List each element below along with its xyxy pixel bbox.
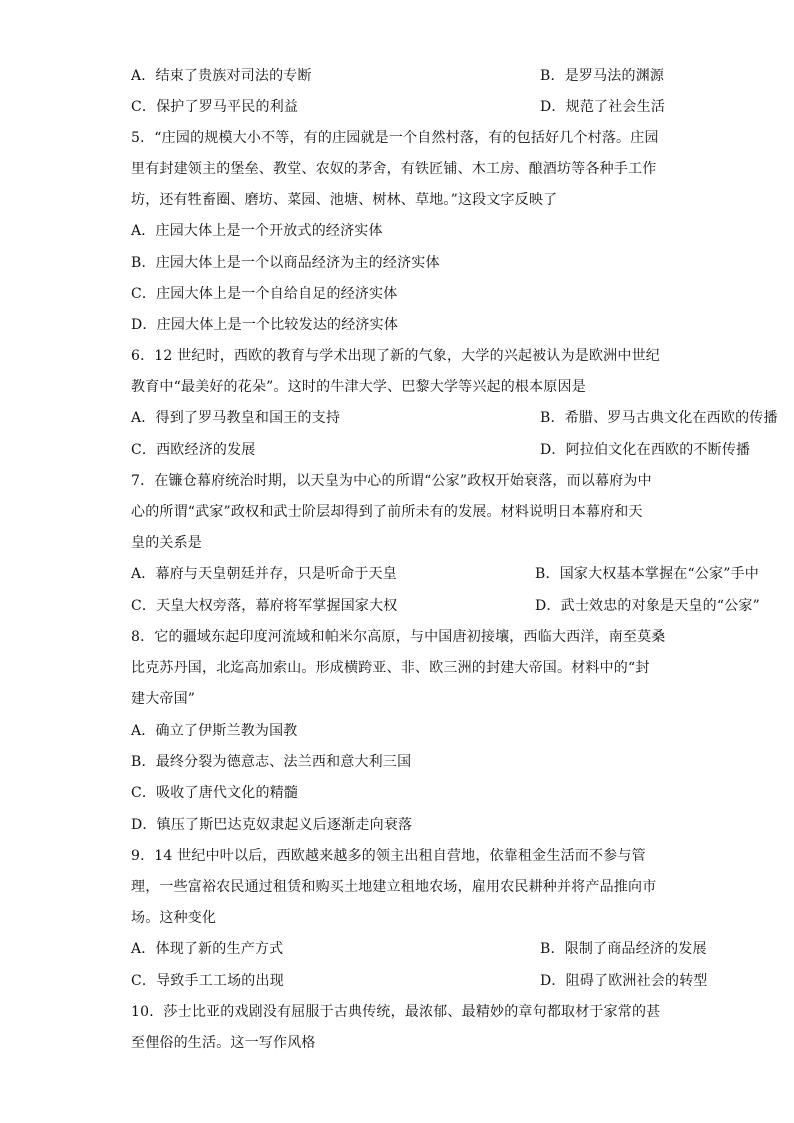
q5-option-c: C．庄园大体上是一个自给自足的经济实体: [131, 286, 398, 302]
q5-stem-line: 里有封建领主的堡垒、教堂、农奴的茅舍，有铁匠铺、木工房、酿酒坊等各种手工作: [131, 161, 657, 177]
q8-option-b: B．最终分裂为德意志、法兰西和意大利三国: [131, 754, 412, 770]
q9-option-d: D．阻碍了欧洲社会的转型: [540, 973, 708, 989]
q8-option-c: C．吸收了唐代文化的精髓: [131, 785, 299, 801]
q9-option-row: [131, 971, 708, 991]
q4-option-b: B．是罗马法的渊源: [540, 68, 665, 84]
q9-stem-line: 9．14 世纪中叶以后，西欧越来越多的领主出租自营地，依靠租金生活而不参与管: [131, 848, 646, 864]
q9-stem-line: 场。这种变化: [131, 910, 217, 926]
q7-option-row: [131, 564, 760, 584]
q7-stem-line: 心的所谓“武家”政权和武士阶层却得到了前所未有的发展。材料说明日本幕府和天: [131, 504, 643, 520]
q7-option-c: C．天皇大权旁落，幕府将军掌握国家大权: [131, 598, 398, 614]
q5-stem-line: 坊，还有牲畜圈、磨坊、菜园、池塘、树林、草地。”这段文字反映了: [131, 192, 558, 208]
q9-option-a: A．体现了新的生产方式: [131, 941, 284, 957]
q6-stem-line: 教育中“最美好的花朵”。这时的牛津大学、巴黎大学等兴起的根本原因是: [131, 379, 586, 395]
q10-stem-line: 至俚俗的生活。这一写作风格: [131, 1035, 316, 1051]
q7-option-b: B．国家大权基本掌握在“公家”手中: [535, 566, 760, 582]
q7-option-row: [131, 596, 760, 616]
q9-option-c: C．导致手工工场的出现: [131, 973, 284, 989]
q7-option-a: A．幕府与天皇朝廷并存，只是听命于天皇: [131, 566, 397, 582]
q6-stem-line: 6．12 世纪时，西欧的教育与学术出现了新的气象，大学的兴起被认为是欧洲中世纪: [131, 348, 660, 364]
q6-option-d: D．阿拉伯文化在西欧的不断传播: [540, 442, 751, 458]
q8-stem-line: 8．它的疆域东起印度河流域和帕米尔高原，与中国唐初接壤，西临大西洋，南至莫桑: [131, 629, 666, 645]
q7-stem-line: 7．在镰仓幕府统治时期，以天皇为中心的所谓“公家”政权开始衰落，而以幕府为中: [131, 473, 652, 489]
q6-option-row: [131, 440, 751, 460]
q9-stem-line: 理，一些富裕农民通过租赁和购买土地建立租地农场，雇用农民耕种并将产品推向市: [131, 879, 657, 895]
q4-option-row: [131, 66, 694, 86]
q8-option-a: A．确立了伊斯兰教为国教: [131, 723, 298, 739]
q7-option-d: D．武士效忠的对象是天皇的“公家”: [535, 598, 760, 614]
q5-option-b: B．庄园大体上是一个以商品经济为主的经济实体: [131, 255, 440, 271]
q8-stem-line: 比克苏丹国，北迄高加索山。形成横跨亚、非、欧三洲的封建大帝国。材料中的“封: [131, 660, 650, 676]
q5-option-d: D．庄园大体上是一个比较发达的经济实体: [131, 317, 399, 333]
q8-option-d: D．镇压了斯巴达克奴隶起义后逐渐走向衰落: [131, 817, 413, 833]
q4-option-d: D．规范了社会生活: [540, 99, 666, 115]
q7-stem-line: 皇的关系是: [131, 535, 202, 551]
q10-stem-line: 10．莎士比亚的戏剧没有屈服于古典传统，最浓郁、最精妙的章句都取材于家常的甚: [131, 1004, 661, 1020]
q6-option-a: A．得到了罗马教皇和国王的支持: [131, 410, 341, 426]
q4-option-c: C．保护了罗马平民的利益: [131, 99, 299, 115]
q9-option-row: [131, 939, 707, 959]
q6-option-c: C．西欧经济的发展: [131, 442, 256, 458]
q4-option-a: A．结束了贵族对司法的专断: [131, 68, 312, 84]
q6-option-row: [131, 408, 778, 428]
q4-option-row: [131, 97, 694, 117]
q9-option-b: B．限制了商品经济的发展: [540, 941, 707, 957]
q6-option-b: B．希腊、罗马古典文化在西欧的传播: [540, 410, 778, 426]
q5-option-a: A．庄园大体上是一个开放式的经济实体: [131, 223, 383, 239]
q8-stem-line: 建大帝国”: [131, 691, 196, 707]
q5-stem-line: 5．“庄园的规模大小不等，有的庄园就是一个自然村落，有的包括好几个村落。庄园: [131, 130, 659, 146]
